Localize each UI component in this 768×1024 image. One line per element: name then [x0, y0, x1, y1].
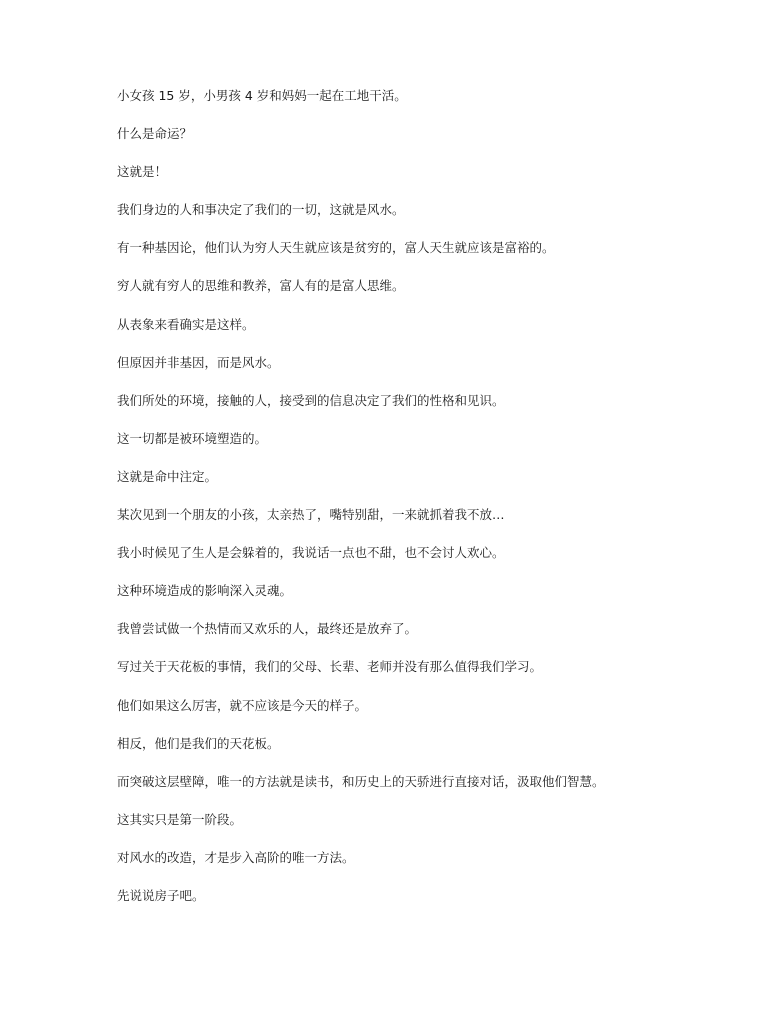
paragraph-12: 某次见到一个朋友的小孩，太亲热了，嘴特别甜，一来就抓着我不放… [117, 507, 505, 523]
paragraph-20: 这其实只是第一阶段。 [117, 811, 243, 827]
paragraph-14: 这种环境造成的影响深入灵魂。 [117, 583, 293, 599]
paragraph-7: 从表象来看确实是这样。 [117, 316, 255, 332]
paragraph-11: 这就是命中注定。 [117, 468, 218, 484]
paragraph-18: 相反，他们是我们的天花板。 [117, 735, 280, 751]
paragraph-10: 这一切都是被环境塑造的。 [117, 430, 268, 446]
paragraph-8: 但原因并非基因，而是风水。 [117, 354, 280, 370]
article-body [117, 86, 737, 924]
paragraph-1: 小女孩 15 岁，小男孩 4 岁和妈妈一起在工地干活。 [117, 88, 407, 103]
paragraph-19: 而突破这层壁障，唯一的方法就是读书，和历史上的天骄进行直接对话，汲取他们智慧。 [117, 773, 605, 789]
paragraph-21: 对风水的改造，才是步入高阶的唯一方法。 [117, 849, 355, 865]
paragraph-2: 什么是命运？ [117, 126, 193, 142]
paragraph-9: 我们所处的环境，接触的人，接受到的信息决定了我们的性格和见识。 [117, 392, 505, 408]
paragraph-6: 穷人就有穷人的思维和教养，富人有的是富人思维。 [117, 278, 405, 294]
paragraph-3: 这就是！ [117, 164, 168, 180]
paragraph-4: 我们身边的人和事决定了我们的一切，这就是风水。 [117, 202, 405, 218]
paragraph-15: 我曾尝试做一个热情而又欢乐的人，最终还是放弃了。 [117, 621, 418, 637]
paragraph-13: 我小时候见了生人是会躲着的，我说话一点也不甜，也不会讨人欢心。 [117, 545, 505, 561]
paragraph-5: 有一种基因论，他们认为穷人天生就应该是贫穷的，富人天生就应该是富裕的。 [117, 240, 555, 256]
paragraph-17: 他们如果这么厉害，就不应该是今天的样子。 [117, 697, 368, 713]
paragraph-16: 写过关于天花板的事情，我们的父母、长辈、老师并没有那么值得我们学习。 [117, 659, 543, 675]
paragraph-22: 先说说房子吧。 [117, 887, 205, 903]
